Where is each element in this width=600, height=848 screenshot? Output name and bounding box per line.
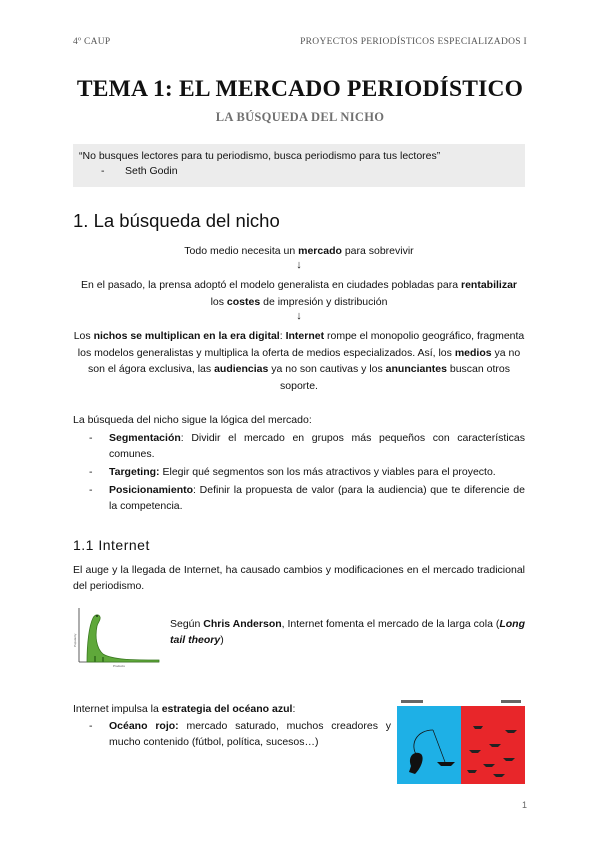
niches-text-g: ya no son el ágora exclusiva, las <box>88 346 521 375</box>
niches-text-i: ya no son cautivas y los <box>268 363 386 375</box>
ocean-intro-pre: Internet impulsa la <box>73 703 162 715</box>
internet-intro: El auge y la llegada de Internet, ha causado cambios y modificaciones en el mercado tradicional del periodismo. <box>73 564 525 592</box>
list-item <box>73 718 391 750</box>
anderson-post: ) <box>220 634 224 646</box>
anderson-name: Chris Anderson <box>203 618 282 630</box>
market-line-post: para sobrevivir <box>341 245 414 257</box>
niches-text-f: medios <box>454 346 492 359</box>
down-arrow-icon: ↓ <box>296 259 302 271</box>
niches-text-h: audiencias <box>214 363 269 375</box>
section-heading-1-1: 1.1 Internet <box>73 537 150 553</box>
list-term: Posicionamiento <box>109 484 194 496</box>
svg-text:Products: Products <box>113 664 125 668</box>
niches-line <box>73 328 525 394</box>
market-line-pre: Todo medio necesita un <box>184 245 299 257</box>
niches-text-b: nichos se multiplican en la era digital <box>93 330 280 342</box>
list-term: Segmentación <box>109 432 181 444</box>
down-arrow-icon: ↓ <box>296 310 302 322</box>
past-text-b: rentabilizar <box>461 279 518 291</box>
list-dash: - <box>89 432 93 444</box>
list-term: Océano rojo: <box>109 720 179 732</box>
quote-dash: - <box>101 165 105 177</box>
ocean-intro-bold: estrategia del océano azul <box>161 703 293 715</box>
quote-text: “No busques lectores para tu periodismo, busca periodismo para tus lectores” <box>79 150 441 162</box>
header-right: PROYECTOS PERIODÍSTICOS ESPECIALIZADOS I <box>300 37 527 47</box>
section-heading-1: 1. La búsqueda del nicho <box>73 210 280 231</box>
long-tail-dinosaur-image <box>73 604 161 668</box>
niches-text-j: anunciantes <box>385 363 447 375</box>
page-number: 1 <box>521 800 527 810</box>
blue-red-ocean-image <box>397 700 525 784</box>
market-line-bold: mercado <box>298 245 342 257</box>
niches-text-e: rompe el monopolio geográfico, fragmenta los modelos generalistas y multiplica la oferta de medios especializados. Así, los <box>77 330 525 359</box>
list-desc: : Dividir el mercado en grupos más pequeños con características comunes. <box>109 432 525 460</box>
list-dash: - <box>89 720 93 732</box>
past-text-c: los <box>210 295 227 308</box>
list-dash: - <box>89 484 93 496</box>
list-item <box>73 430 525 462</box>
quote-author: Seth Godin <box>125 165 178 177</box>
list-dash: - <box>89 466 93 478</box>
quote-author-line <box>79 165 519 177</box>
list-term: Targeting: <box>109 466 160 478</box>
quote-box <box>73 144 525 187</box>
anderson-pre: Según <box>170 618 204 630</box>
ocean-list <box>73 718 391 752</box>
niches-text-d: Internet <box>285 330 325 342</box>
logic-intro: La búsqueda del nicho sigue la lógica del mercado: <box>73 414 312 426</box>
list-desc: mercado saturado, muchos creadores y mucho contenido (fútbol, política, sucesos…) <box>109 720 391 748</box>
page-subtitle: LA BÚSQUEDA DEL NICHO <box>215 110 385 124</box>
ocean-intro-post: : <box>292 703 296 715</box>
long-tail-theory: Long tail theory <box>170 618 526 646</box>
niches-text-a: Los <box>73 330 94 342</box>
niches-text-c: : <box>279 330 286 342</box>
list-item <box>73 464 525 480</box>
niches-text-k: buscan otros soporte. <box>280 363 510 392</box>
past-text-a: En el pasado, la prensa adoptó el modelo generalista en ciudades pobladas para <box>80 279 461 291</box>
anderson-mid: , Internet fomenta el mercado de la larga cola ( <box>281 618 500 630</box>
list-item <box>73 482 525 514</box>
market-line <box>73 243 525 260</box>
past-text-e: de impresión y distribución <box>260 295 388 308</box>
list-desc: : Definir la propuesta de valor (para la audiencia) que te diferencie de la competencia. <box>109 484 525 512</box>
header-left: 4º CAUP <box>73 37 111 47</box>
anderson-text <box>170 616 525 648</box>
market-logic-list <box>73 430 525 516</box>
past-press-line <box>73 277 525 310</box>
past-text-d: costes <box>226 295 261 308</box>
page-title: TEMA 1: EL MERCADO PERIODÍSTICO <box>76 76 524 102</box>
svg-text:Popularity: Popularity <box>73 633 77 647</box>
list-desc: Elegir qué segmentos son los más atractivos y viables para el proyecto. <box>159 466 496 478</box>
